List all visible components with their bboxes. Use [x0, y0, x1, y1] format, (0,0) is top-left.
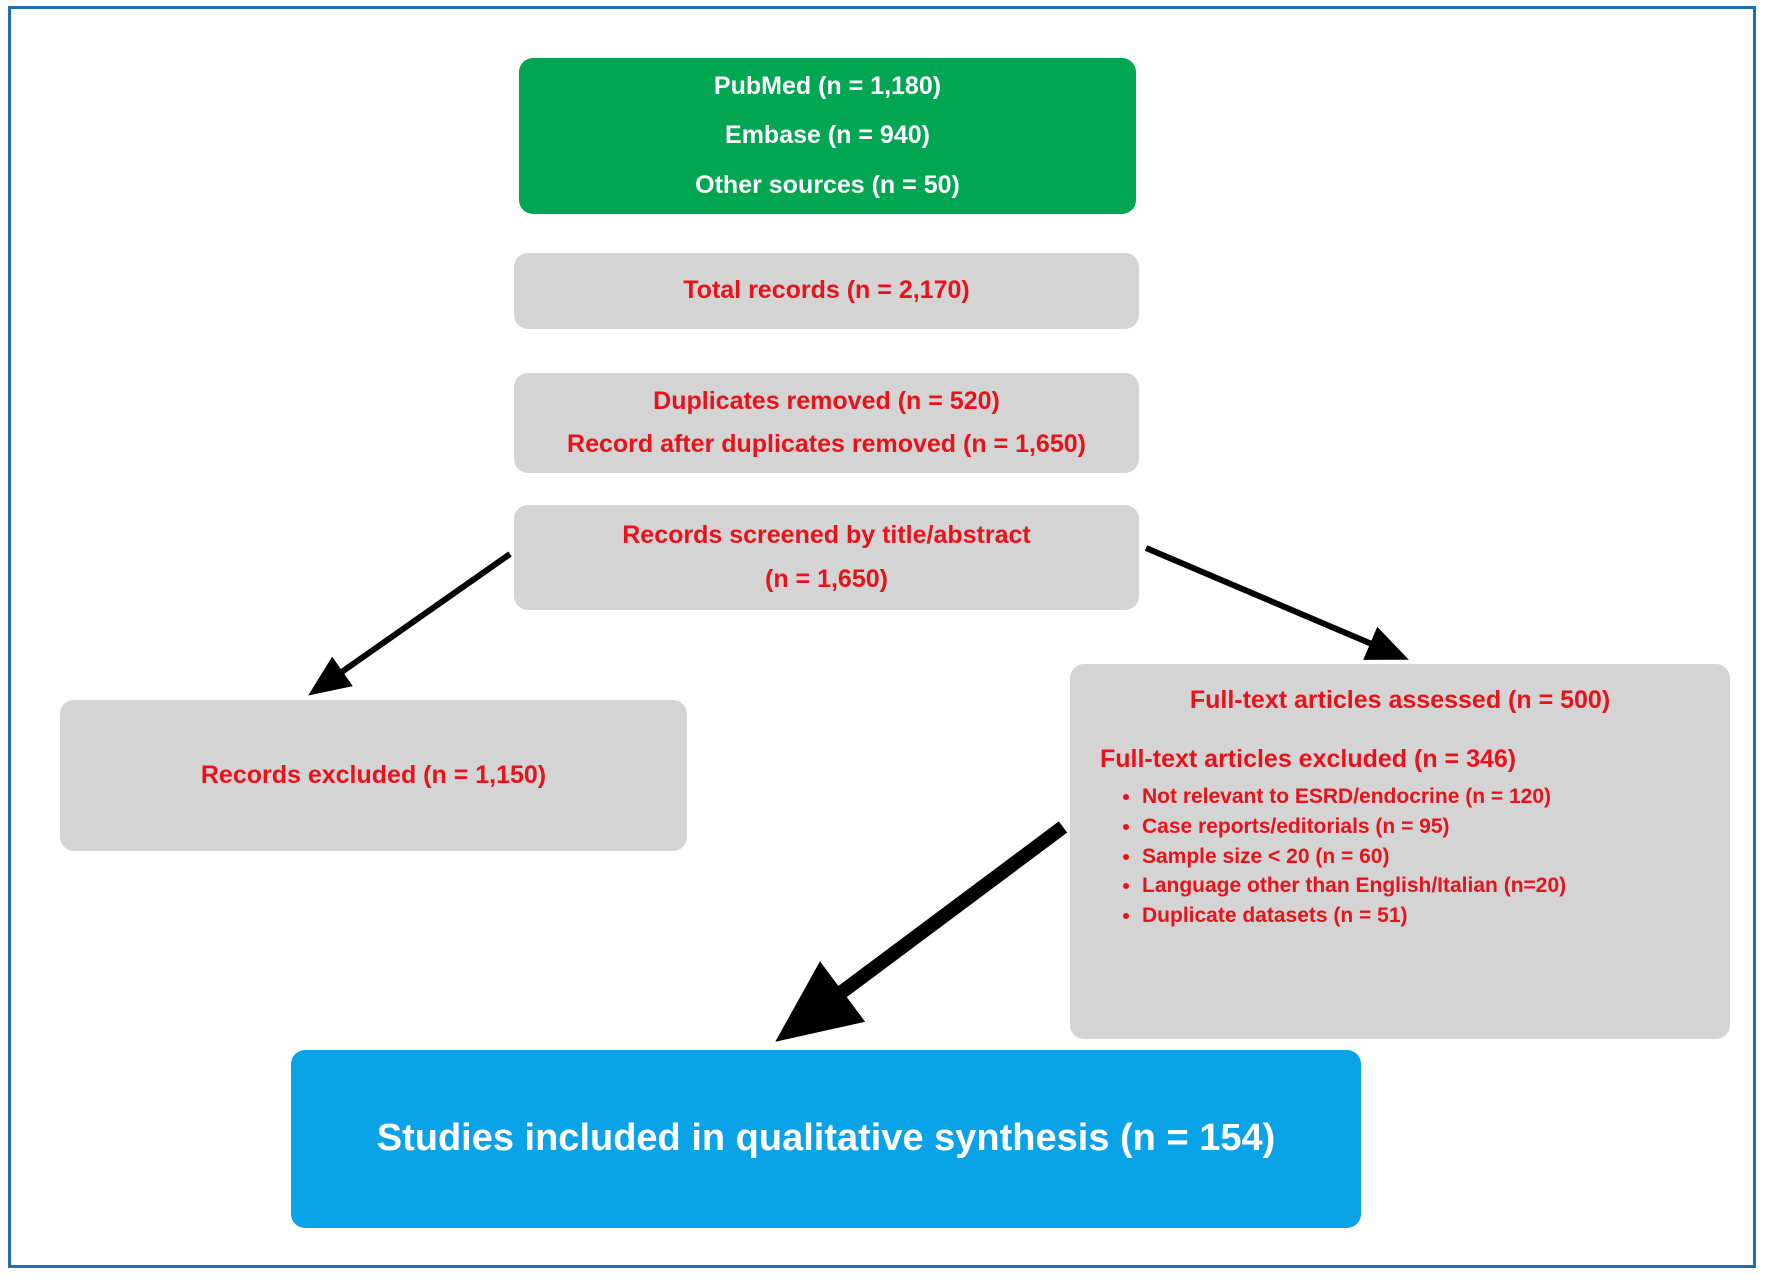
list-item: • Sample size < 20 (n = 60) — [1142, 842, 1566, 872]
records-screened-count: (n = 1,650) — [765, 564, 888, 593]
records-after-duplicates-label: Record after duplicates removed (n = 1,650) — [567, 430, 1086, 458]
records-screened-label: Records screened by title/abstract — [622, 521, 1031, 550]
sources-line-pubmed: PubMed (n = 1,180) — [713, 72, 942, 101]
list-item: • Duplicate datasets (n = 51) — [1142, 901, 1566, 931]
studies-included-box — [291, 1050, 1361, 1228]
sources-line-other: Other sources (n = 50) — [695, 170, 960, 199]
records-screened-box — [514, 505, 1139, 610]
studies-included-label: Studies included in qualitative synthesis (n = 154) — [376, 1117, 1276, 1160]
records-excluded-label: Records excluded (n = 1,150) — [200, 760, 547, 789]
full-text-exclusion-reasons — [1096, 782, 1566, 931]
total-records-label: Total records (n = 2,170) — [683, 276, 970, 305]
duplicates-box — [514, 373, 1139, 473]
duplicates-removed-label: Duplicates removed (n = 520) — [653, 386, 1000, 415]
list-item: • Language other than English/Italian (n=20) — [1142, 871, 1566, 901]
sources-line-embase: Embase (n = 940) — [725, 121, 930, 150]
full-text-assessed-label: Full-text articles assessed (n = 500) — [1189, 686, 1611, 714]
records-excluded-box — [60, 700, 687, 851]
list-item: • Not relevant to ESRD/endocrine (n = 120) — [1142, 782, 1566, 812]
sources-box — [519, 58, 1136, 214]
total-records-box — [514, 253, 1139, 329]
full-text-box — [1070, 664, 1730, 1039]
list-item: • Case reports/editorials (n = 95) — [1142, 812, 1566, 842]
full-text-excluded-label: Full-text articles excluded (n = 346) — [1100, 745, 1517, 773]
